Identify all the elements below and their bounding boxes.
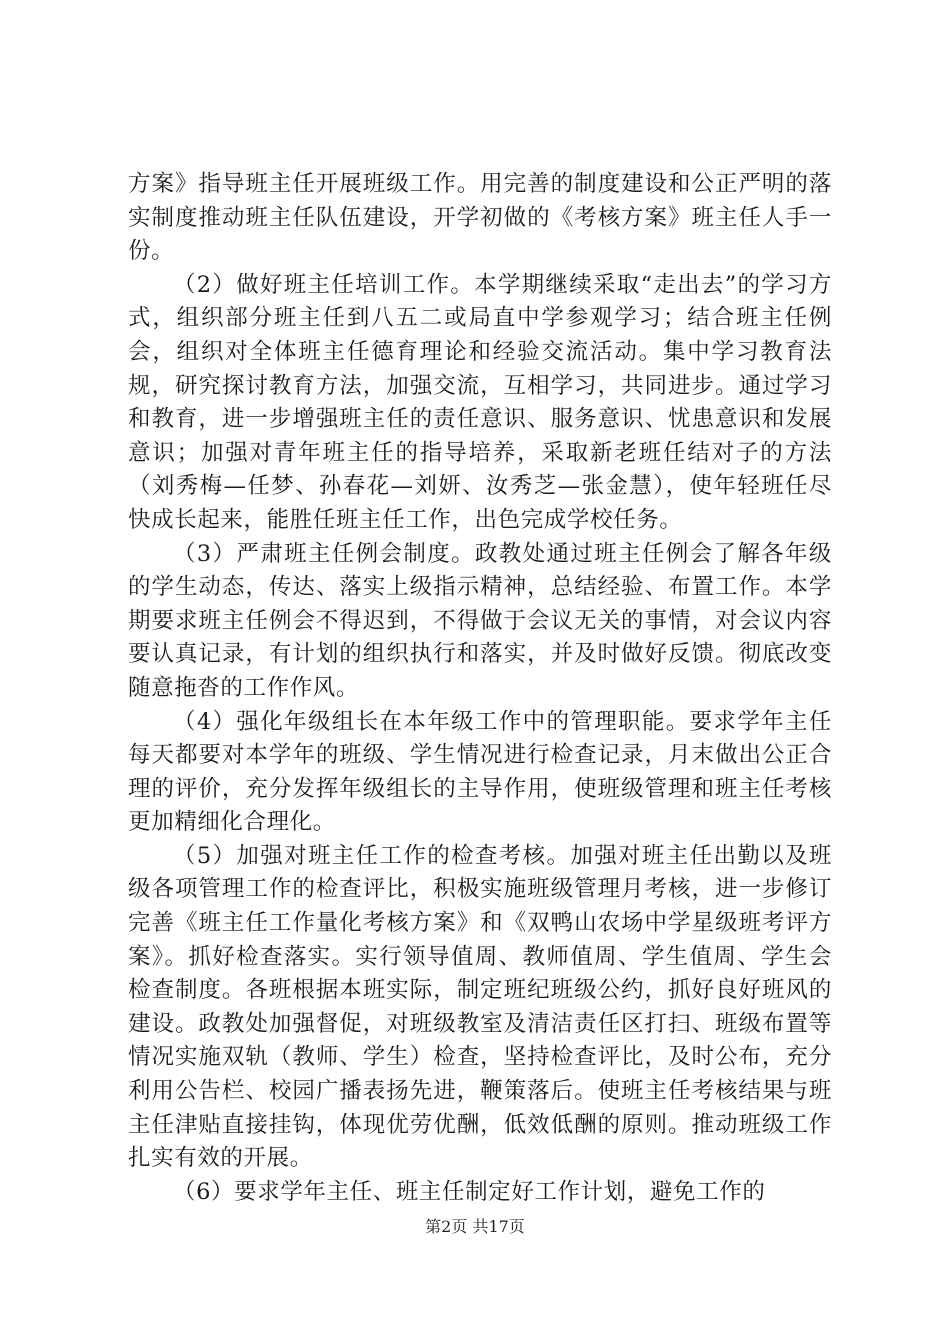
paragraph-item-3: （3）严肃班主任例会制度。政教处通过班主任例会了解各年级的学生动态，传达、落实上级指示精神，总结经验、布置工作。本学期要求班主任例会不得迟到，不得做于会议无关的事情，对会议内容要认真记录，有计划的组织执行和落实，并及时做好反馈。彻底改变随意拖沓的工作作风。 <box>128 540 832 701</box>
paragraph-item-5: （5）加强对班主任工作的检查考核。加强对班主任出勤以及班级各项管理工作的检查评比，积极实施班级管理月考核，进一步修订完善《班主任工作量化考核方案》和《双鸭山农场中学星级班考评方案》。抓好检查落实。实行领导值周、教师值周、学生值周、学生会检查制度。各班根据本班实际，制定班纪班级公约，抓好良好班风的建设。政教处加强督促，对班级教室及清洁责任区打扫、班级布置等情况实施双轨（教师、学生）检查，坚持检查评比，及时公布，充分利用公告栏、校园广播表扬先进，鞭策落后。使班主任考核结果与班主任津贴直接挂钩，体现优劳优酬，低效低酬的原则。推动班级工作扎实有效的开展。 <box>128 842 832 1172</box>
paragraph-item-6: （6）要求学年主任、班主任制定好工作计划，避免工作的 <box>173 1178 766 1205</box>
paragraph-item-2: （2）做好班主任培训工作。本学期继续采取“走出去”的学习方式，组织部分班主任到八五二或局直中学参观学习；结合班主任例会，组织对全体班主任德育理论和经验交流活动。集中学习教育法规，研究探讨教育方法，加强交流，互相学习，共同进步。通过学习和教育，进一步增强班主任的责任意识、服务意识、忧患意识和发展意识；加强对青年班主任的指导培养，采取新老班任结对子的方法（刘秀梅—任梦、孙春花—刘妍、汝秀芝—张金慧），使年轻班任尽快成长起来，能胜任班主任工作，出色完成学校任务。 <box>128 271 832 533</box>
document-body <box>128 168 832 1209</box>
paragraph-continuation: 方案》指导班主任开展班级工作。用完善的制度建设和公正严明的落实制度推动班主任队伍建设，开学初做的《考核方案》班主任人手一份。 <box>128 171 832 265</box>
paragraph-item-4: （4）强化年级组长在本年级工作中的管理职能。要求学年主任每天都要对本学年的班级、学生情况进行检查记录，月末做出公正合理的评价，充分发挥年级组长的主导作用，使班级管理和班主任考核更加精细化合理化。 <box>128 708 832 836</box>
page-number-footer: 第2页 共17页 <box>425 1217 525 1236</box>
